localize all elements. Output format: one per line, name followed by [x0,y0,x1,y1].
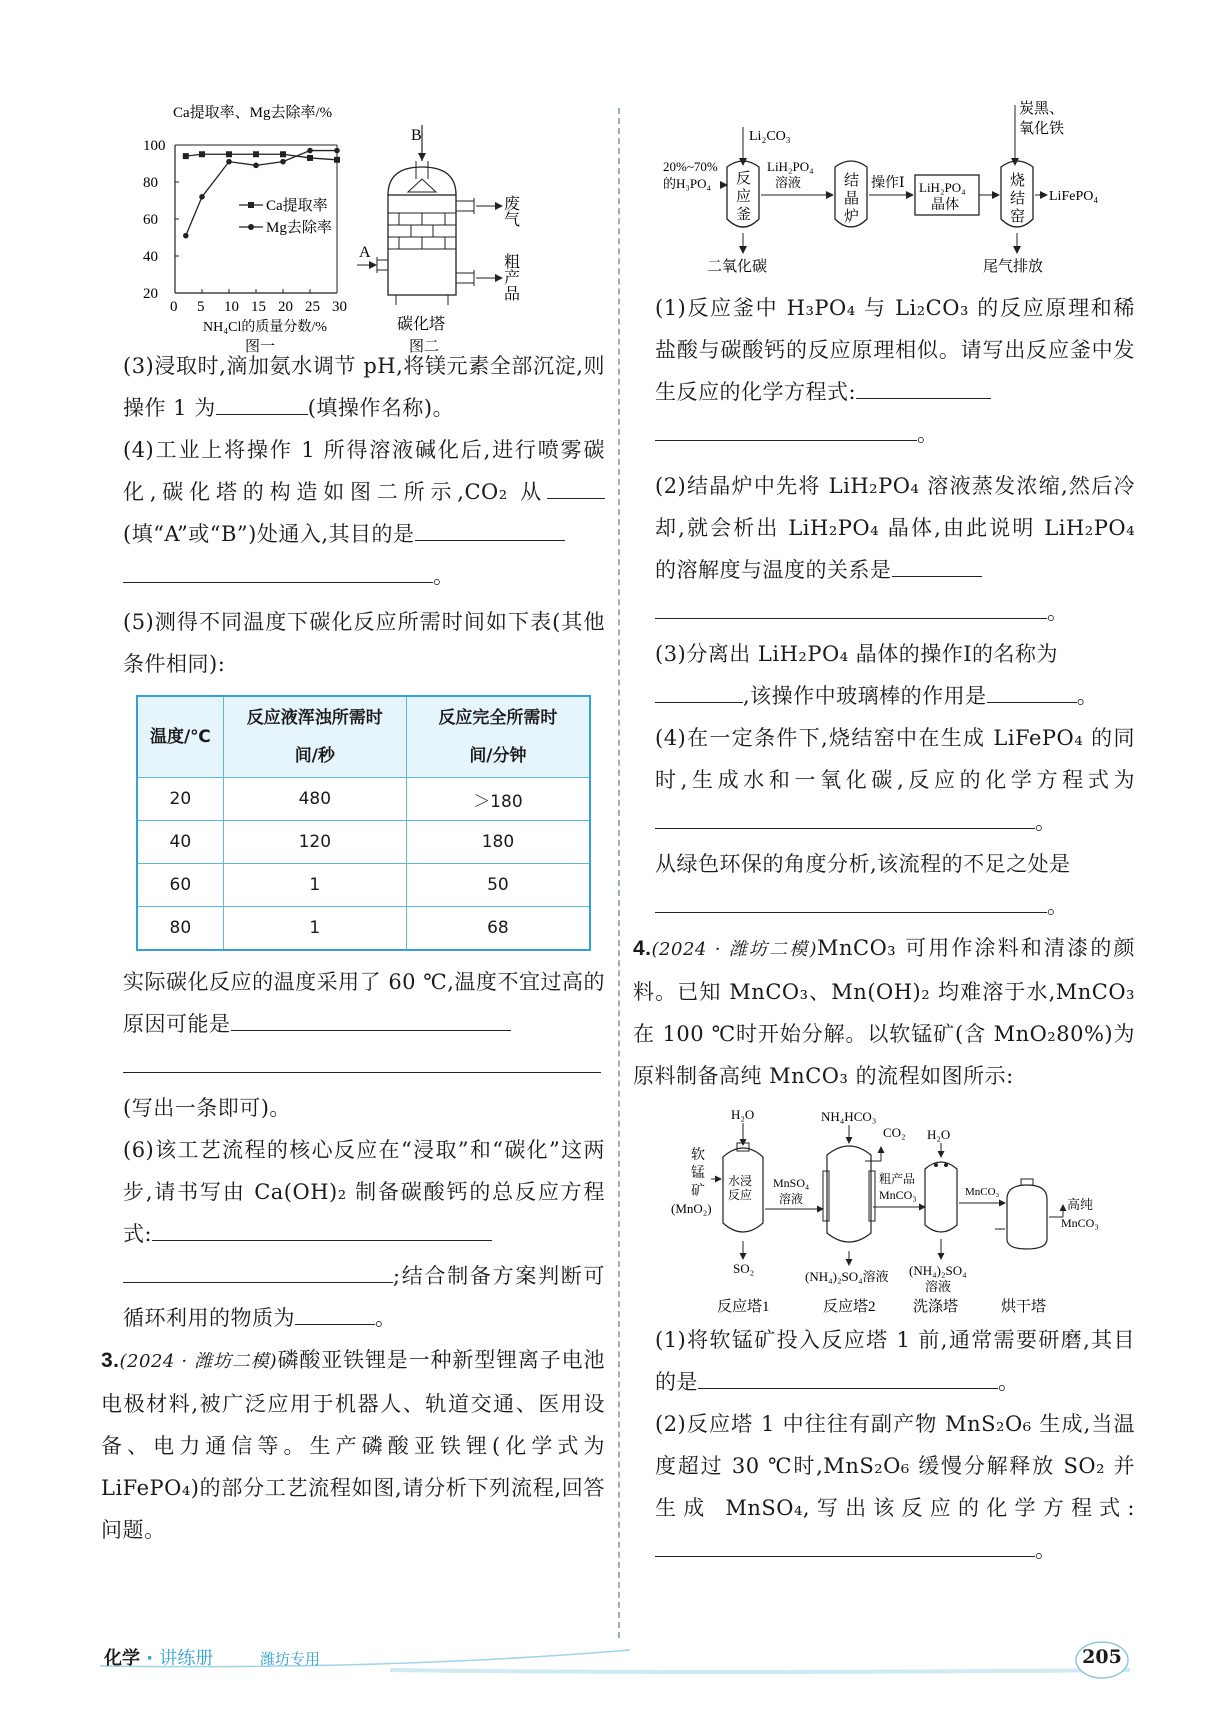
footer-book: 讲练册 [159,1648,214,1669]
flow1-sol-1: LiH₂PO₄ [767,159,814,174]
crude-1: 粗产品 [879,1172,916,1186]
legend-ca: Ca提取率 [266,198,328,214]
q5-blank-1[interactable] [231,1008,511,1031]
fig1-y-ticks [143,138,179,302]
flow1-product: LiFePO₄ [1049,189,1099,204]
x-tick-label: 30 [332,299,347,315]
r-q3-body: (3)分离出 LiH₂PO₄ 晶体的操作Ⅰ的名称为 [655,642,1059,666]
ore-1: 软 [691,1148,705,1163]
flow1-carbon-2: 氧化铁 [1019,121,1065,137]
r-p2-blank[interactable] [655,1534,1035,1557]
flow1-reactor-1: 反 [736,171,752,187]
mg-point [183,233,189,239]
dryer-shape [1007,1185,1047,1249]
right-column [633,95,1135,1571]
ore-2: 锰 [691,1166,705,1181]
q6-blank-1[interactable] [152,1218,492,1241]
y-tick-label: 60 [143,212,158,228]
r-p2: (2)反应塔 1 中往往有副产物 MnS₂O₆ 生成,当温度超过 30 ℃时,MnS₂O₆ 缓慢分解释放 SO₂ 并生成 MnSO₄,写出该反应的化学方程式:。 [655,1412,1135,1562]
y-tick-label: 80 [143,175,158,191]
f2-mnco3: MnCO₃ [965,1186,1000,1198]
mnso4-2: 溶液 [779,1192,804,1206]
table-header [223,696,406,778]
flow1-kiln-1: 烧 [1010,173,1026,189]
reaction-time-table [136,695,591,951]
r-p2-body: (2)反应塔 1 中往往有副产物 MnS₂O₆ 生成,当温度超过 30 ℃时,MnS₂O₆ 缓慢分解释放 SO₂ 并生成 MnSO₄,写出该反应的化学方程式: [655,1412,1135,1520]
flow1-li2co3: Li₂CO₃ [749,129,791,144]
column-divider [618,108,620,1638]
label-b: B [411,127,422,144]
ca-point [199,151,205,157]
ca-point [280,151,286,157]
r-q2-body: (2)结晶炉中先将 LiH₂PO₄ 溶液蒸发浓缩,然后冷却,就会析出 LiH₂PO₄ 晶体,由此说明 LiH₂PO₄ 的溶解度与温度的关系是 [655,474,1135,582]
cell: 20 [137,778,223,821]
cell: 60 [137,864,223,907]
flow1-co2: 二氧化碳 [707,259,768,275]
mg-point [199,194,205,200]
footer-decoration [90,1640,1150,1680]
r-p1-body: (1)将软锰矿投入反应塔 1 前,通常需要研磨,其目的是 [655,1328,1135,1394]
fig1-ylabel: Ca提取率、Mg去除率/% [173,105,333,121]
r-p1-blank[interactable] [698,1366,998,1389]
r-q4-body: (4)在一定条件下,烧结窑中在生成 LiFePO₄ 的同时,生成水和一氧化碳,反应的化学方程式为 [655,726,1135,792]
crude-2: MnCO₃ [879,1188,917,1202]
q6-body: (6)该工艺流程的核心反应在“浸取”和“碳化”这两步,请书写由 Ca(OH)₂ 制备碳酸钙的总反应方程式: [123,1138,605,1246]
fig1-legend [239,196,332,236]
ca-point [226,151,232,157]
flow1-reactor-3: 釜 [736,207,752,223]
legend-mg: Mg去除率 [266,220,332,236]
x-tick-label: 10 [224,299,239,315]
flow1-tail: 尾气排放 [983,259,1044,275]
cell: 480 [223,778,406,821]
ca-point [183,153,189,159]
f2-nh4hco3: NH₄HCO₃ [821,1109,877,1124]
q3-body: (3)浸取时,滴加氨水调节 pH,将镁元素全部沉淀,则操作 1 为 [123,354,605,420]
y-tick-label: 20 [143,286,158,302]
q4-text: (4)工业上将操作 1 所得溶液碱化后,进行喷雾碳化,碳化塔的构造如图二所示,CO₂ 从(填“A”或“B”)处通入,其目的是 。 [123,438,605,588]
r-q4: (4)在一定条件下,烧结窑中在生成 LiFePO₄ 的同时,生成水和一氧化碳,反应的化学方程式为。 从绿色环保的角度分析,该流程的不足之处是 。 [655,726,1135,918]
q5-after-body: 实际碳化反应的温度采用了 60 ℃,温度不宜过高的原因可能是 [123,970,605,1036]
lifepo4-flowchart [655,95,1135,295]
q5-blank-2[interactable] [123,1050,601,1073]
pure-2: MnCO₃ [1061,1216,1099,1230]
page-footer [90,1640,1150,1680]
page-number: 205 [1082,1646,1122,1668]
figures-row [123,95,605,355]
fig1-xlabel: NH₄Cl的质量分数/% [203,320,327,335]
table-row [137,907,590,951]
mg-point [334,148,340,154]
table-row [137,778,590,821]
r-q1: (1)反应釜中 H₃PO₄ 与 Li₂CO₃ 的反应原理和稀盐酸与碳酸钙的反应原理相似。请写出反应釜中发生反应的化学方程式: 。 [655,296,1135,446]
q4-blank-2[interactable] [415,518,565,541]
flow1-crystal-2: 晶体 [931,198,959,213]
cell: 50 [406,864,590,907]
question-4-number: 4. [633,937,652,960]
flow1-op1: 操作Ⅰ [871,176,905,191]
mg-point [253,163,259,169]
tower3-shape [925,1162,957,1232]
ore-4: (MnO₂) [671,1201,712,1216]
label-a: A [359,244,371,261]
flow1-reactor-2: 应 [736,189,752,205]
x-tick-label: 5 [197,299,205,315]
table-row [137,864,590,907]
left-column [101,95,605,1551]
mnco3-flowchart [655,1099,1135,1315]
waste-gas-label: 废气 [501,195,519,227]
flow1-h3po4-line1: 20%~70% [663,159,718,174]
x-tick-label: 0 [170,299,178,315]
footer-region: 潍坊专用 [260,1650,321,1668]
flow1-kiln-2: 结 [1010,191,1026,207]
cell: 68 [406,907,590,951]
tower-label: 碳化塔 [397,316,446,333]
r-q4-blank-2[interactable] [655,890,1047,913]
flow1-h3po4-line2: 的H₃PO₄ [663,176,712,191]
r-q4-blank-1[interactable] [655,806,1035,829]
r-q3-blank-1[interactable] [655,680,743,703]
flow1-cryst-1: 结 [844,173,860,189]
f2-nh4so4: (NH₄)₂SO₄溶液 [805,1269,889,1284]
flow1-cryst-2: 晶 [844,191,860,207]
r-p1: (1)将软锰矿投入反应塔 1 前,通常需要研磨,其目的是 。 [655,1328,1135,1394]
r-q3-blank-2[interactable] [987,680,1077,703]
q3-blank[interactable] [216,392,308,415]
f2-t3: 洗涤塔 [913,1299,959,1315]
mnso4-1: MnSO₄ [773,1176,810,1190]
fig1-caption: 图一 [245,339,276,355]
question-4 [633,927,1135,1097]
q6-blank-3[interactable] [295,1302,375,1325]
cell: 40 [137,821,223,864]
q3-end: (填操作名称)。 [307,396,455,420]
leach-2: 反应 [728,1188,753,1202]
series-line [186,154,337,160]
r-q2-blank-2[interactable] [655,596,1047,619]
crude-product-label: 粗产品 [501,253,519,301]
x-tick-label: 20 [278,299,293,315]
cell: ＞180 [406,778,590,821]
question-4-body: MnCO₃ 可用作涂料和清漆的颜料。已知 MnCO₃、Mn(OH)₂ 均难溶于水,MnCO₃ 在 100 ℃时开始分解。以软锰矿(含 MnO₂80%)为原料制备高纯 MnCO₃ 的流程如图所示: [633,936,1135,1088]
question-3 [101,1339,605,1551]
q4-body: (4)工业上将操作 1 所得溶液碱化后,进行喷雾碳化,碳化塔的构造如图二所示,CO₂ 从 [123,438,605,504]
tower2-shape [827,1146,871,1242]
r-q4b-body: 从绿色环保的角度分析,该流程的不足之处是 [655,852,1071,876]
question-4-source: (2024 · 潍坊二模) [651,939,817,960]
q4-blank-1[interactable] [547,476,605,499]
r-q1-body: (1)反应釜中 H₃PO₄ 与 Li₂CO₃ 的反应原理和稀盐酸与碳酸钙的反应原理相似。请写出反应釜中发生反应的化学方程式: [655,296,1135,404]
question-3-number: 3. [101,1349,120,1372]
f2-co2: CO₂ [883,1125,906,1140]
q6-mid: ;结合制备方案判断可循环利用的物质为 [123,1264,605,1330]
q6-text: (6)该工艺流程的核心反应在“浸取”和“碳化”这两步,请书写由 Ca(OH)₂ 制备碳酸钙的总反应方程式: ;结合制备方案判断可循环利用的物质为 。 [123,1138,605,1330]
q3-text [123,345,605,429]
header-text: 反应液浑浊所需时间/秒 [246,708,383,766]
question-3-source: (2024 · 潍坊二模) [119,1351,278,1372]
cell: 1 [223,907,406,951]
q5-after [123,961,605,1087]
r-q3-mid: ,该操作中玻璃棒的作用是 [743,684,987,708]
q5-text: (5)测得不同温度下碳化反应所需时间如下表(其他条件相同): [123,610,605,676]
footer-subject: 化学 [104,1648,140,1669]
flow1-crystal-1: LiH₂PO₄ [919,180,966,195]
q6-blank-2[interactable] [123,1260,393,1283]
f2-t2: 反应塔2 [823,1299,876,1315]
f2-h2o2: H₂O [927,1127,951,1142]
f2-so2: SO₂ [733,1261,755,1276]
f2-h2o: H₂O [731,1107,755,1122]
ca-point [307,155,313,161]
y-tick-label: 40 [143,249,158,265]
ca-point [253,151,259,157]
cell: 1 [223,864,406,907]
pure-1: 高纯 [1067,1197,1094,1212]
y-tick-label: 100 [143,138,166,154]
ore-3: 矿 [691,1184,705,1199]
nh4so4b-2: 溶液 [925,1279,952,1294]
r-q2-blank-1[interactable] [892,554,982,577]
q4-mid: (填“A”或“B”)处通入,其目的是 [123,522,415,546]
ca-point [334,157,340,163]
r-q1-blank-1[interactable] [856,376,991,399]
f2-t1: 反应塔1 [717,1299,770,1315]
table-header: 温度/℃ [137,696,223,778]
r-q3: (3)分离出 LiH₂PO₄ 晶体的操作Ⅰ的名称为 ,该操作中玻璃棒的作用是 。 [655,642,1099,708]
x-tick-label: 15 [251,299,266,315]
x-tick-label: 25 [305,299,320,315]
cell: 120 [223,821,406,864]
flow1-cryst-3: 炉 [844,209,860,225]
mg-point [307,148,313,154]
q5-end: (写出一条即可)。 [123,1096,291,1120]
leach-1: 水浸 [728,1174,753,1188]
flow1-kiln-3: 窑 [1010,209,1026,225]
flow1-sol-2: 溶液 [775,175,802,190]
mg-point [226,159,232,165]
cell: 180 [406,821,590,864]
r-q2: (2)结晶炉中先将 LiH₂PO₄ 溶液蒸发浓缩,然后冷却,就会析出 LiH₂PO₄ 晶体,由此说明 LiH₂PO₄ 的溶解度与温度的关系是 。 [655,474,1135,624]
question-3-body: 磷酸亚铁锂是一种新型锂离子电池电极材料,被广泛应用于机器人、轨道交通、医用设备、电力通信等。生产磷酸亚铁锂(化学式为 LiFePO₄)的部分工艺流程如图,请分析下列流程,回答问题。 [101,1348,605,1542]
mg-point [280,159,286,165]
table-header-row [137,696,590,778]
r-q1-blank-2[interactable] [655,418,917,441]
header-text: 反应完全所需时间/分钟 [438,708,558,766]
carbonation-tower-diagram [357,125,503,305]
table-header [406,696,590,778]
fig2-caption: 图二 [409,339,440,355]
footer-dot: · [146,1648,154,1669]
flow1-carbon-1: 炭黑、 [1019,101,1065,117]
nh4so4b-1: (NH₄)₂SO₄ [909,1263,967,1278]
table-row [137,821,590,864]
q4-blank-3[interactable] [123,560,433,583]
f2-t4: 烘干塔 [1001,1299,1047,1315]
cell: 80 [137,907,223,951]
